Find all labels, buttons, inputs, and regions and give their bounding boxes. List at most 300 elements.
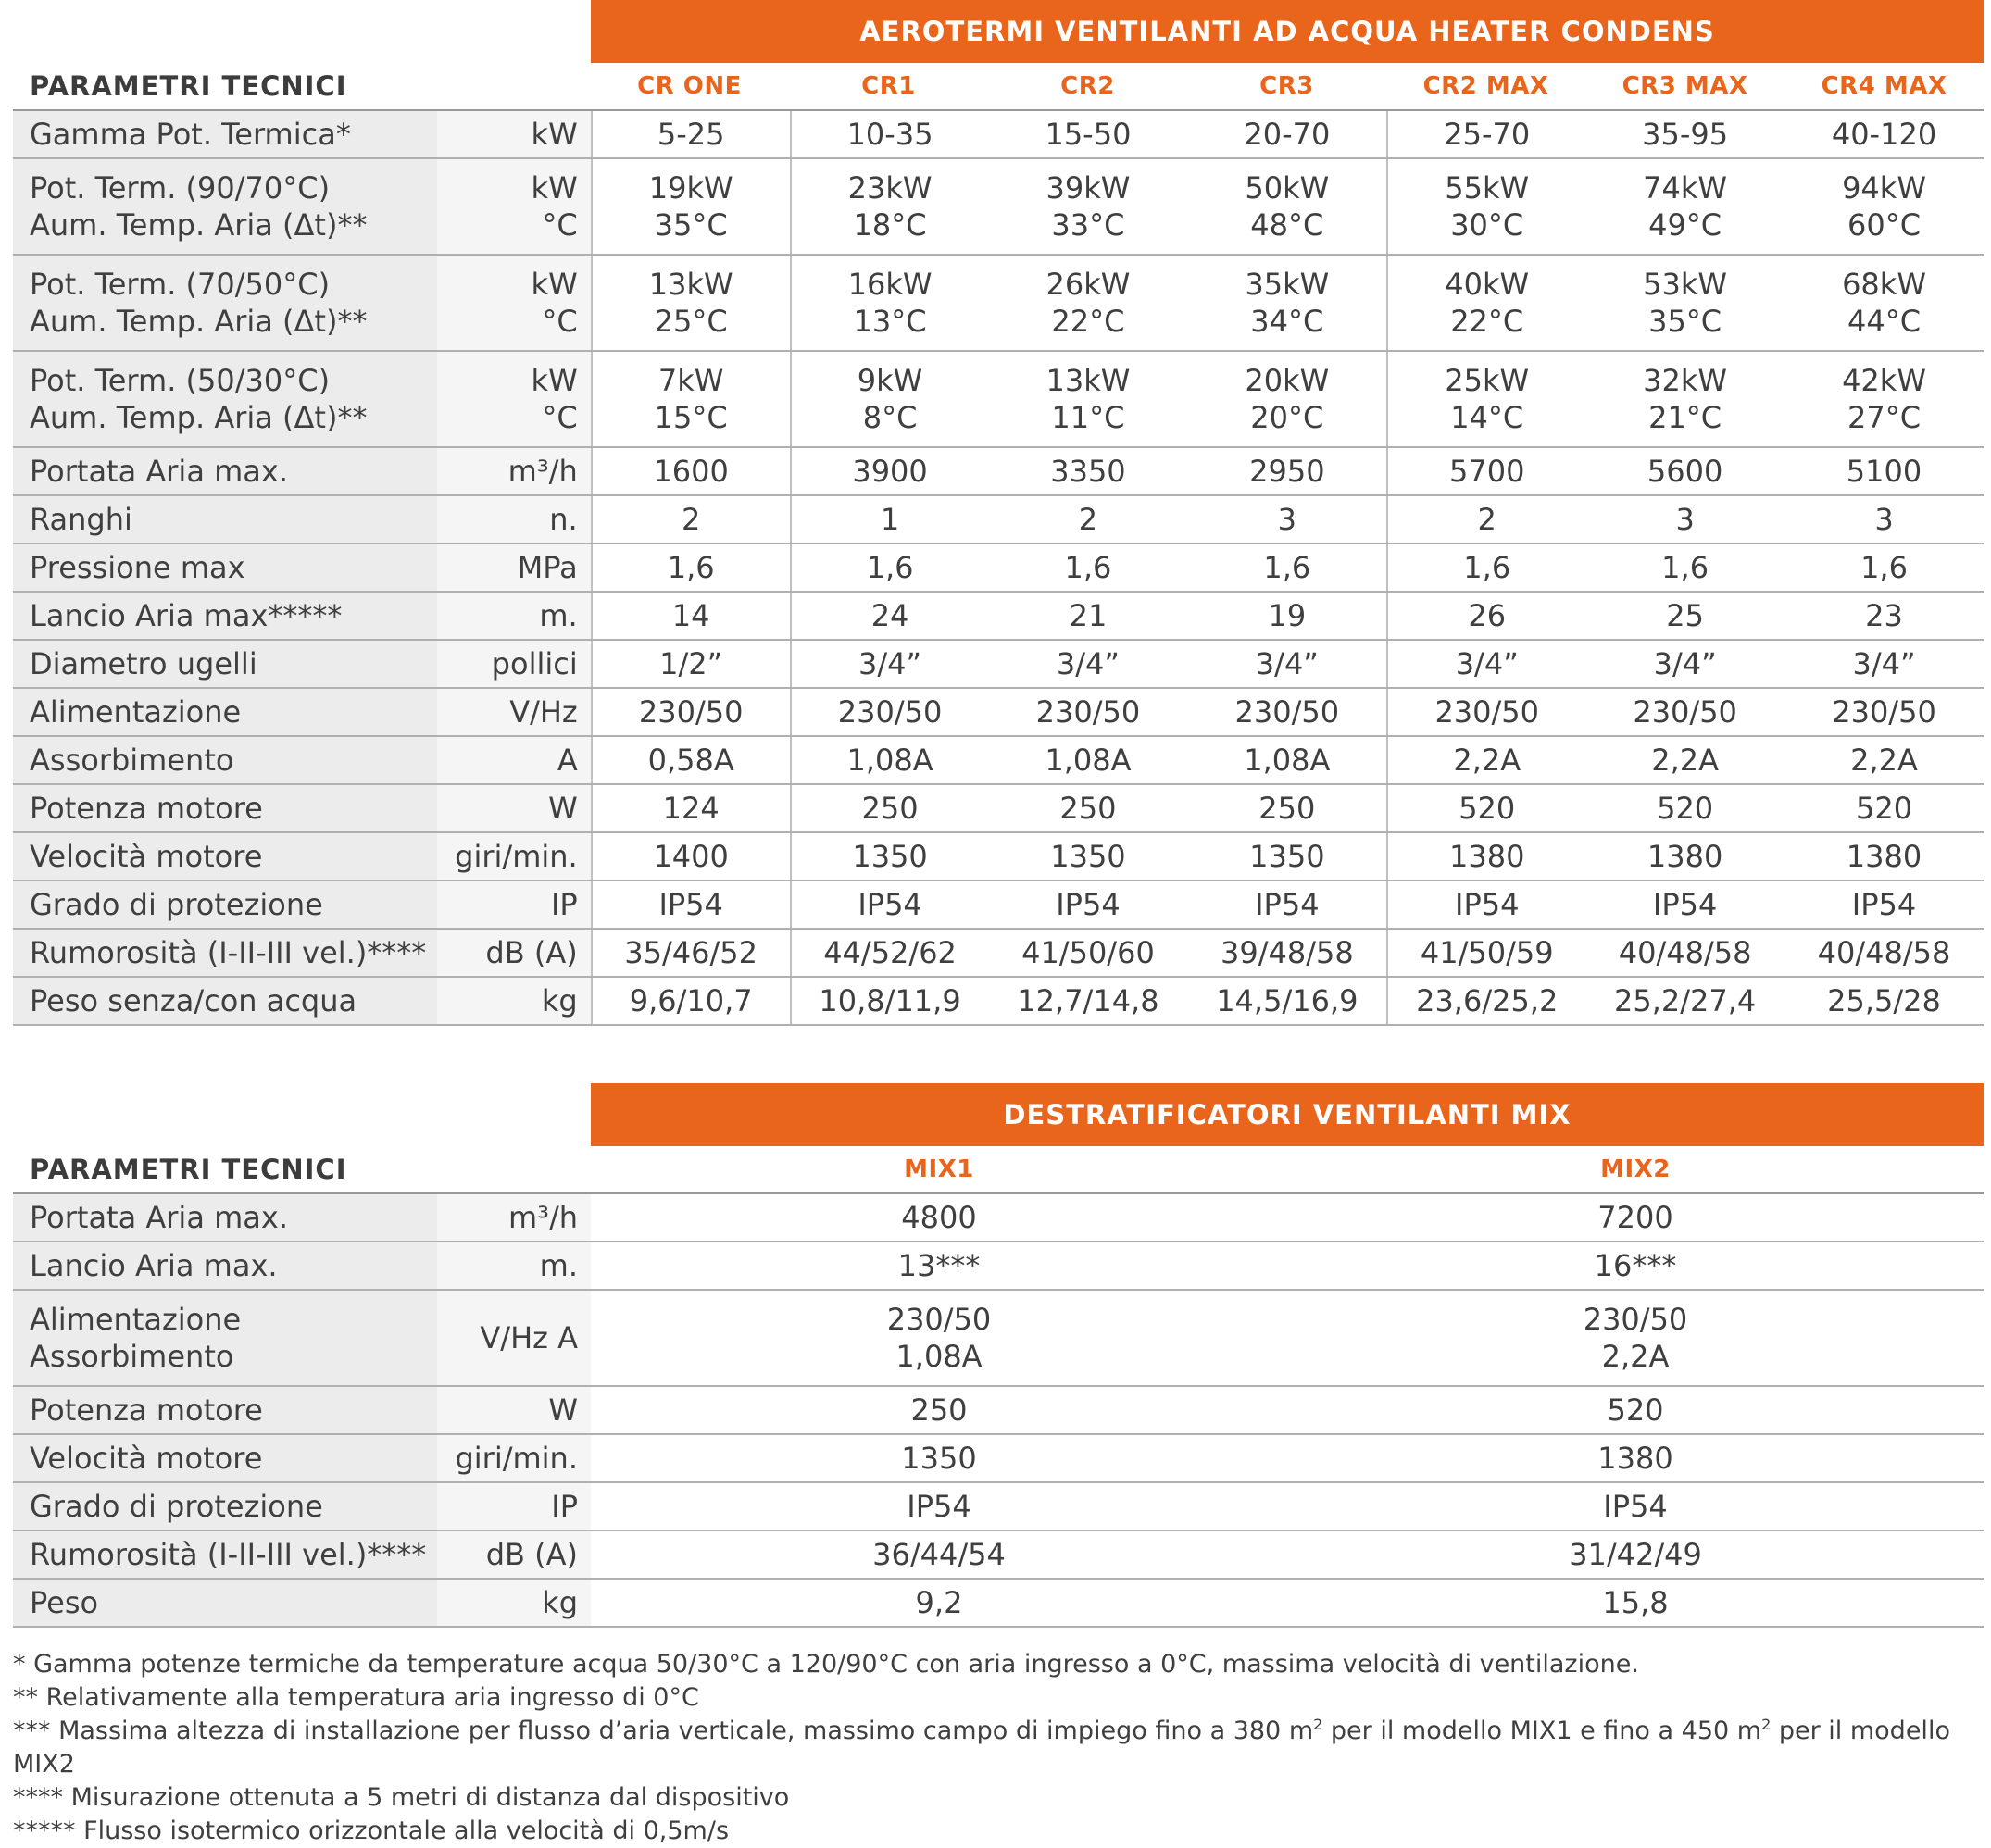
cell-line: 520	[1657, 791, 1714, 826]
table-title: DESTRATIFICATORI VENTILANTI MIX	[591, 1083, 1984, 1146]
value-cell	[591, 1242, 1287, 1289]
table-row	[13, 1531, 1984, 1580]
row-unit	[437, 1387, 591, 1433]
cell-line: Velocità motore	[30, 1441, 263, 1476]
cell-line: 2	[681, 502, 701, 537]
model-header: CR2	[1060, 72, 1115, 100]
cell-line: kW	[531, 267, 578, 302]
row-label	[13, 352, 437, 446]
cell-line: 60°C	[1847, 207, 1922, 243]
value-cell	[1187, 496, 1386, 543]
cell-line: 1380	[1846, 839, 1922, 874]
row-label	[13, 930, 437, 976]
row-unit	[437, 1483, 591, 1530]
cell-line: Assorbimento	[30, 1339, 234, 1374]
table-header	[13, 1146, 1984, 1194]
value-cell	[1386, 881, 1585, 928]
cell-line: m³/h	[507, 454, 578, 489]
value-cell	[1386, 256, 1585, 350]
value-cell	[1386, 930, 1585, 976]
value-cell	[1585, 544, 1784, 591]
cell-line: 250	[861, 791, 919, 826]
row-unit	[437, 448, 591, 494]
row-unit	[437, 1291, 591, 1385]
cell-line: 3/4”	[858, 646, 922, 681]
table-row	[13, 593, 1984, 641]
cell-line: °C	[542, 207, 578, 243]
cell-line: 25-70	[1444, 117, 1531, 152]
cell-line: 35kW	[1245, 267, 1330, 302]
cell-line: kW	[531, 117, 578, 152]
value-cell	[1287, 1242, 1984, 1289]
cell-line: Portata Aria max.	[30, 1200, 288, 1235]
value-cell	[1784, 256, 1984, 350]
value-cell	[591, 352, 790, 446]
value-cell	[1585, 159, 1784, 254]
cell-line: 250	[1258, 791, 1316, 826]
cell-line: 1,08A	[846, 743, 933, 778]
value-cell	[591, 111, 790, 157]
table-row	[13, 1387, 1984, 1435]
cell-line: °C	[542, 304, 578, 339]
cell-line: 23,6/25,2	[1416, 983, 1559, 1018]
cell-line: 14°C	[1450, 400, 1524, 435]
value-cell	[1585, 448, 1784, 494]
value-cell	[591, 689, 790, 735]
cell-line: 7kW	[657, 363, 724, 398]
row-unit	[437, 1531, 591, 1578]
table-title-band	[13, 1083, 1984, 1146]
row-label	[13, 978, 437, 1024]
row-label	[13, 448, 437, 494]
row-label	[13, 1483, 437, 1530]
cell-line: 25	[1666, 598, 1704, 633]
params-title: PARAMETRI TECNICI	[30, 1154, 347, 1185]
cell-line: 15°C	[654, 400, 728, 435]
cell-line: 1350	[1249, 839, 1325, 874]
value-cell	[1585, 641, 1784, 687]
value-cell	[790, 641, 989, 687]
params-title: PARAMETRI TECNICI	[30, 70, 347, 102]
cell-line: 41/50/60	[1021, 935, 1155, 970]
cell-line: 1/2”	[659, 646, 723, 681]
value-cell	[1287, 1387, 1984, 1433]
cell-line: kW	[531, 170, 578, 206]
footnote: * Gamma potenze termiche da temperature acqua 50/30°C a 120/90°C con aria ingresso a 0°C, massima velocità di ventilazione.	[13, 1650, 1639, 1679]
row-label	[13, 1435, 437, 1481]
value-cell	[790, 544, 989, 591]
cell-line: 19kW	[648, 170, 733, 206]
cell-line: 15,8	[1602, 1585, 1669, 1620]
cell-line: kW	[531, 363, 578, 398]
cell-line: 8°C	[862, 400, 918, 435]
row-unit	[437, 496, 591, 543]
cell-line: Lancio Aria max*****	[30, 598, 343, 633]
row-label	[13, 111, 437, 157]
value-cell	[1784, 593, 1984, 639]
cell-line: 35/46/52	[624, 935, 758, 970]
cell-line: Ranghi	[30, 502, 132, 537]
table-row	[13, 544, 1984, 593]
cell-line: kg	[542, 1585, 578, 1620]
row-unit	[437, 544, 591, 591]
cell-line: 5700	[1449, 454, 1525, 489]
cell-line: 39kW	[1046, 170, 1131, 206]
value-cell	[989, 833, 1188, 880]
value-cell	[1585, 978, 1784, 1024]
cell-line: 35-95	[1642, 117, 1729, 152]
value-cell	[591, 448, 790, 494]
value-cell	[1386, 978, 1585, 1024]
cell-line: pollici	[491, 646, 578, 681]
row-unit	[437, 978, 591, 1024]
value-cell	[1386, 833, 1585, 880]
cell-line: 1380	[1647, 839, 1723, 874]
cell-line: 230/50	[1633, 694, 1737, 730]
heater-condens-table	[13, 0, 1984, 1026]
cell-line: 3	[1874, 502, 1894, 537]
value-cell	[1784, 689, 1984, 735]
cell-line: 1,08A	[895, 1339, 983, 1374]
row-label	[13, 256, 437, 350]
cell-line: Velocità motore	[30, 839, 263, 874]
table-row	[13, 1291, 1984, 1387]
value-cell	[591, 1435, 1287, 1481]
cell-line: 10-35	[846, 117, 933, 152]
cell-line: 3/4”	[1653, 646, 1717, 681]
value-cell	[1187, 593, 1386, 639]
cell-line: 2,2A	[1601, 1339, 1670, 1374]
cell-line: 20-70	[1244, 117, 1331, 152]
cell-line: 1,08A	[1244, 743, 1331, 778]
value-cell	[989, 352, 1188, 446]
value-cell	[1585, 737, 1784, 783]
row-label	[13, 785, 437, 831]
cell-line: 55kW	[1445, 170, 1530, 206]
value-cell	[1187, 833, 1386, 880]
cell-line: 3	[1675, 502, 1695, 537]
value-cell	[591, 833, 790, 880]
cell-line: Pressione max	[30, 550, 245, 585]
cell-line: 22°C	[1450, 304, 1524, 339]
value-cell	[1187, 641, 1386, 687]
value-cell	[790, 593, 989, 639]
table-title: AEROTERMI VENTILANTI AD ACQUA HEATER CONDENS	[591, 0, 1984, 63]
value-cell	[1187, 737, 1386, 783]
cell-line: 36/44/54	[872, 1537, 1006, 1572]
cell-line: 12,7/14,8	[1017, 983, 1159, 1018]
value-cell	[1784, 496, 1984, 543]
row-unit	[437, 352, 591, 446]
row-label	[13, 1531, 437, 1578]
value-cell	[1386, 689, 1585, 735]
value-cell	[1187, 785, 1386, 831]
model-header: CR2 MAX	[1422, 72, 1549, 100]
model-header: CR4 MAX	[1821, 72, 1947, 100]
cell-line: 2	[1078, 502, 1098, 537]
table-row	[13, 1242, 1984, 1291]
cell-line: dB (A)	[485, 1537, 578, 1572]
cell-line: 19	[1268, 598, 1307, 633]
table-row	[13, 1580, 1984, 1628]
cell-line: m³/h	[507, 1200, 578, 1235]
cell-line: 2,2A	[1651, 743, 1719, 778]
value-cell	[1386, 111, 1585, 157]
table-row	[13, 159, 1984, 256]
value-cell	[1784, 159, 1984, 254]
value-cell	[989, 256, 1188, 350]
value-cell	[1784, 111, 1984, 157]
table-row	[13, 448, 1984, 496]
value-cell	[591, 256, 790, 350]
row-label	[13, 1194, 437, 1241]
row-label	[13, 641, 437, 687]
table-row	[13, 111, 1984, 159]
cell-line: 44/52/62	[823, 935, 957, 970]
cell-line: IP54	[1603, 1489, 1668, 1524]
cell-line: 25,5/28	[1827, 983, 1941, 1018]
footnote: **** Misurazione ottenuta a 5 metri di distanza dal dispositivo	[13, 1783, 790, 1812]
cell-line: 31/42/49	[1569, 1537, 1702, 1572]
cell-line: 520	[1607, 1392, 1664, 1428]
value-cell	[1585, 256, 1784, 350]
table-row	[13, 689, 1984, 737]
cell-line: W	[548, 791, 578, 826]
cell-line: Peso	[30, 1585, 99, 1620]
table-title-band	[13, 0, 1984, 63]
cell-line: 35°C	[1648, 304, 1722, 339]
value-cell	[989, 881, 1188, 928]
cell-line: dB (A)	[485, 935, 578, 970]
cell-line: Alimentazione	[30, 1302, 242, 1337]
value-cell	[790, 881, 989, 928]
row-label	[13, 737, 437, 783]
cell-line: Gamma Pot. Termica*	[30, 117, 351, 152]
value-cell	[1784, 833, 1984, 880]
cell-line: 22°C	[1051, 304, 1125, 339]
cell-line: Aum. Temp. Aria (Δt)**	[30, 304, 368, 339]
mix-table	[13, 1083, 1984, 1628]
value-cell	[1585, 352, 1784, 446]
cell-line: 23	[1865, 598, 1903, 633]
table-row	[13, 785, 1984, 833]
cell-line: 11°C	[1051, 400, 1125, 435]
cell-line: IP54	[1652, 887, 1718, 922]
cell-line: IP	[551, 1489, 578, 1524]
cell-line: A	[557, 743, 578, 778]
value-cell	[591, 1580, 1287, 1626]
value-cell	[989, 978, 1188, 1024]
value-cell	[1585, 785, 1784, 831]
table-row	[13, 930, 1984, 978]
cell-line: Lancio Aria max.	[30, 1248, 278, 1283]
value-cell	[790, 496, 989, 543]
cell-line: 2950	[1249, 454, 1325, 489]
cell-line: 13kW	[648, 267, 733, 302]
cell-line: 33°C	[1051, 207, 1125, 243]
value-cell	[591, 544, 790, 591]
cell-line: 1,6	[1463, 550, 1511, 585]
row-label	[13, 593, 437, 639]
value-cell	[1386, 737, 1585, 783]
value-cell	[1585, 111, 1784, 157]
cell-line: IP54	[858, 887, 922, 922]
value-cell	[790, 785, 989, 831]
cell-line: Potenza motore	[30, 791, 263, 826]
cell-line: 21	[1069, 598, 1108, 633]
cell-line: 0,58A	[647, 743, 734, 778]
cell-line: 1,6	[1064, 550, 1112, 585]
cell-line: Grado di protezione	[30, 887, 323, 922]
cell-line: 9kW	[857, 363, 923, 398]
cell-line: 124	[662, 791, 720, 826]
cell-line: 10,8/11,9	[819, 983, 961, 1018]
cell-line: 40kW	[1445, 267, 1530, 302]
value-cell	[591, 1194, 1287, 1241]
cell-line: W	[548, 1392, 578, 1428]
cell-line: 35°C	[654, 207, 728, 243]
row-unit	[437, 159, 591, 254]
cell-line: IP54	[1455, 887, 1520, 922]
row-label	[13, 689, 437, 735]
cell-line: 41/50/59	[1420, 935, 1554, 970]
row-unit	[437, 641, 591, 687]
cell-line: Grado di protezione	[30, 1489, 323, 1524]
value-cell	[989, 111, 1188, 157]
value-cell	[1585, 833, 1784, 880]
cell-line: 1380	[1597, 1441, 1673, 1476]
cell-line: 3/4”	[1056, 646, 1120, 681]
cell-line: V/Hz A	[480, 1320, 578, 1355]
cell-line: 230/50	[1234, 694, 1340, 730]
value-cell	[1187, 689, 1386, 735]
cell-line: Alimentazione	[30, 694, 242, 730]
value-cell	[1784, 978, 1984, 1024]
row-label	[13, 1387, 437, 1433]
value-cell	[1386, 544, 1585, 591]
cell-line: °C	[542, 400, 578, 435]
cell-line: MPa	[517, 550, 578, 585]
row-label	[13, 881, 437, 928]
cell-line: 3/4”	[1852, 646, 1916, 681]
cell-line: 53kW	[1643, 267, 1728, 302]
cell-line: 1,6	[1263, 550, 1311, 585]
footnote: ***** Flusso isotermico orizzontale alla velocità di 0,5m/s	[13, 1817, 730, 1845]
value-cell	[1784, 641, 1984, 687]
cell-line: Peso senza/con acqua	[30, 983, 357, 1018]
value-cell	[989, 689, 1188, 735]
cell-line: 230/50	[1035, 694, 1141, 730]
row-unit	[437, 1580, 591, 1626]
value-cell	[591, 496, 790, 543]
cell-line: 1350	[901, 1441, 977, 1476]
cell-line: 40/48/58	[1817, 935, 1951, 970]
model-header: CR1	[861, 72, 916, 100]
cell-line: 25,2/27,4	[1613, 983, 1757, 1018]
cell-line: 21°C	[1648, 400, 1722, 435]
cell-line: 68kW	[1842, 267, 1926, 302]
table-row	[13, 833, 1984, 881]
cell-line: 24	[870, 598, 909, 633]
value-cell	[591, 1291, 1287, 1385]
footnotes	[13, 1648, 1984, 1848]
value-cell	[1784, 737, 1984, 783]
cell-line: 250	[910, 1392, 968, 1428]
value-cell	[790, 448, 989, 494]
cell-line: 44°C	[1847, 304, 1922, 339]
value-cell	[790, 256, 989, 350]
cell-line: 1,6	[1860, 550, 1908, 585]
cell-line: 16***	[1594, 1248, 1677, 1283]
table-row	[13, 737, 1984, 785]
value-cell	[1187, 930, 1386, 976]
table-row	[13, 496, 1984, 544]
value-cell	[1784, 448, 1984, 494]
value-cell	[591, 881, 790, 928]
cell-line: 16kW	[847, 267, 933, 302]
cell-line: 13kW	[1046, 363, 1131, 398]
row-unit	[437, 1435, 591, 1481]
value-cell	[1784, 785, 1984, 831]
value-cell	[591, 1531, 1287, 1578]
value-cell	[790, 352, 989, 446]
cell-line: 3350	[1050, 454, 1126, 489]
model-header: CR3 MAX	[1622, 72, 1748, 100]
value-cell	[591, 978, 790, 1024]
value-cell	[989, 785, 1188, 831]
value-cell	[1386, 159, 1585, 254]
cell-line: Pot. Term. (50/30°C)	[30, 363, 331, 398]
table-row	[13, 352, 1984, 448]
row-unit	[437, 785, 591, 831]
cell-line: 13°C	[853, 304, 927, 339]
value-cell	[1585, 593, 1784, 639]
cell-line: V/Hz	[509, 694, 578, 730]
value-cell	[989, 737, 1188, 783]
cell-line: 1,08A	[1045, 743, 1132, 778]
value-cell	[1287, 1194, 1984, 1241]
cell-line: 2,2A	[1850, 743, 1918, 778]
cell-line: 230/50	[886, 1302, 992, 1337]
cell-line: 250	[1059, 791, 1117, 826]
cell-line: 5600	[1647, 454, 1723, 489]
row-unit	[437, 737, 591, 783]
value-cell	[989, 544, 1188, 591]
cell-line: 3900	[852, 454, 928, 489]
cell-line: Portata Aria max.	[30, 454, 288, 489]
cell-line: 1380	[1449, 839, 1525, 874]
cell-line: 230/50	[1832, 694, 1936, 730]
value-cell	[1386, 496, 1585, 543]
value-cell	[1287, 1531, 1984, 1578]
row-unit	[437, 256, 591, 350]
cell-line: 25°C	[654, 304, 728, 339]
cell-line: Assorbimento	[30, 743, 234, 778]
value-cell	[989, 930, 1188, 976]
cell-line: kg	[541, 983, 578, 1018]
cell-line: 7200	[1597, 1200, 1673, 1235]
value-cell	[1287, 1435, 1984, 1481]
cell-line: 4800	[901, 1200, 977, 1235]
cell-line: 3/4”	[1455, 646, 1519, 681]
cell-line: 14	[671, 598, 710, 633]
cell-line: Diametro ugelli	[30, 646, 257, 681]
cell-line: 26	[1468, 598, 1507, 633]
value-cell	[1187, 159, 1386, 254]
value-cell	[1386, 352, 1585, 446]
value-cell	[989, 641, 1188, 687]
value-cell	[591, 1387, 1287, 1433]
